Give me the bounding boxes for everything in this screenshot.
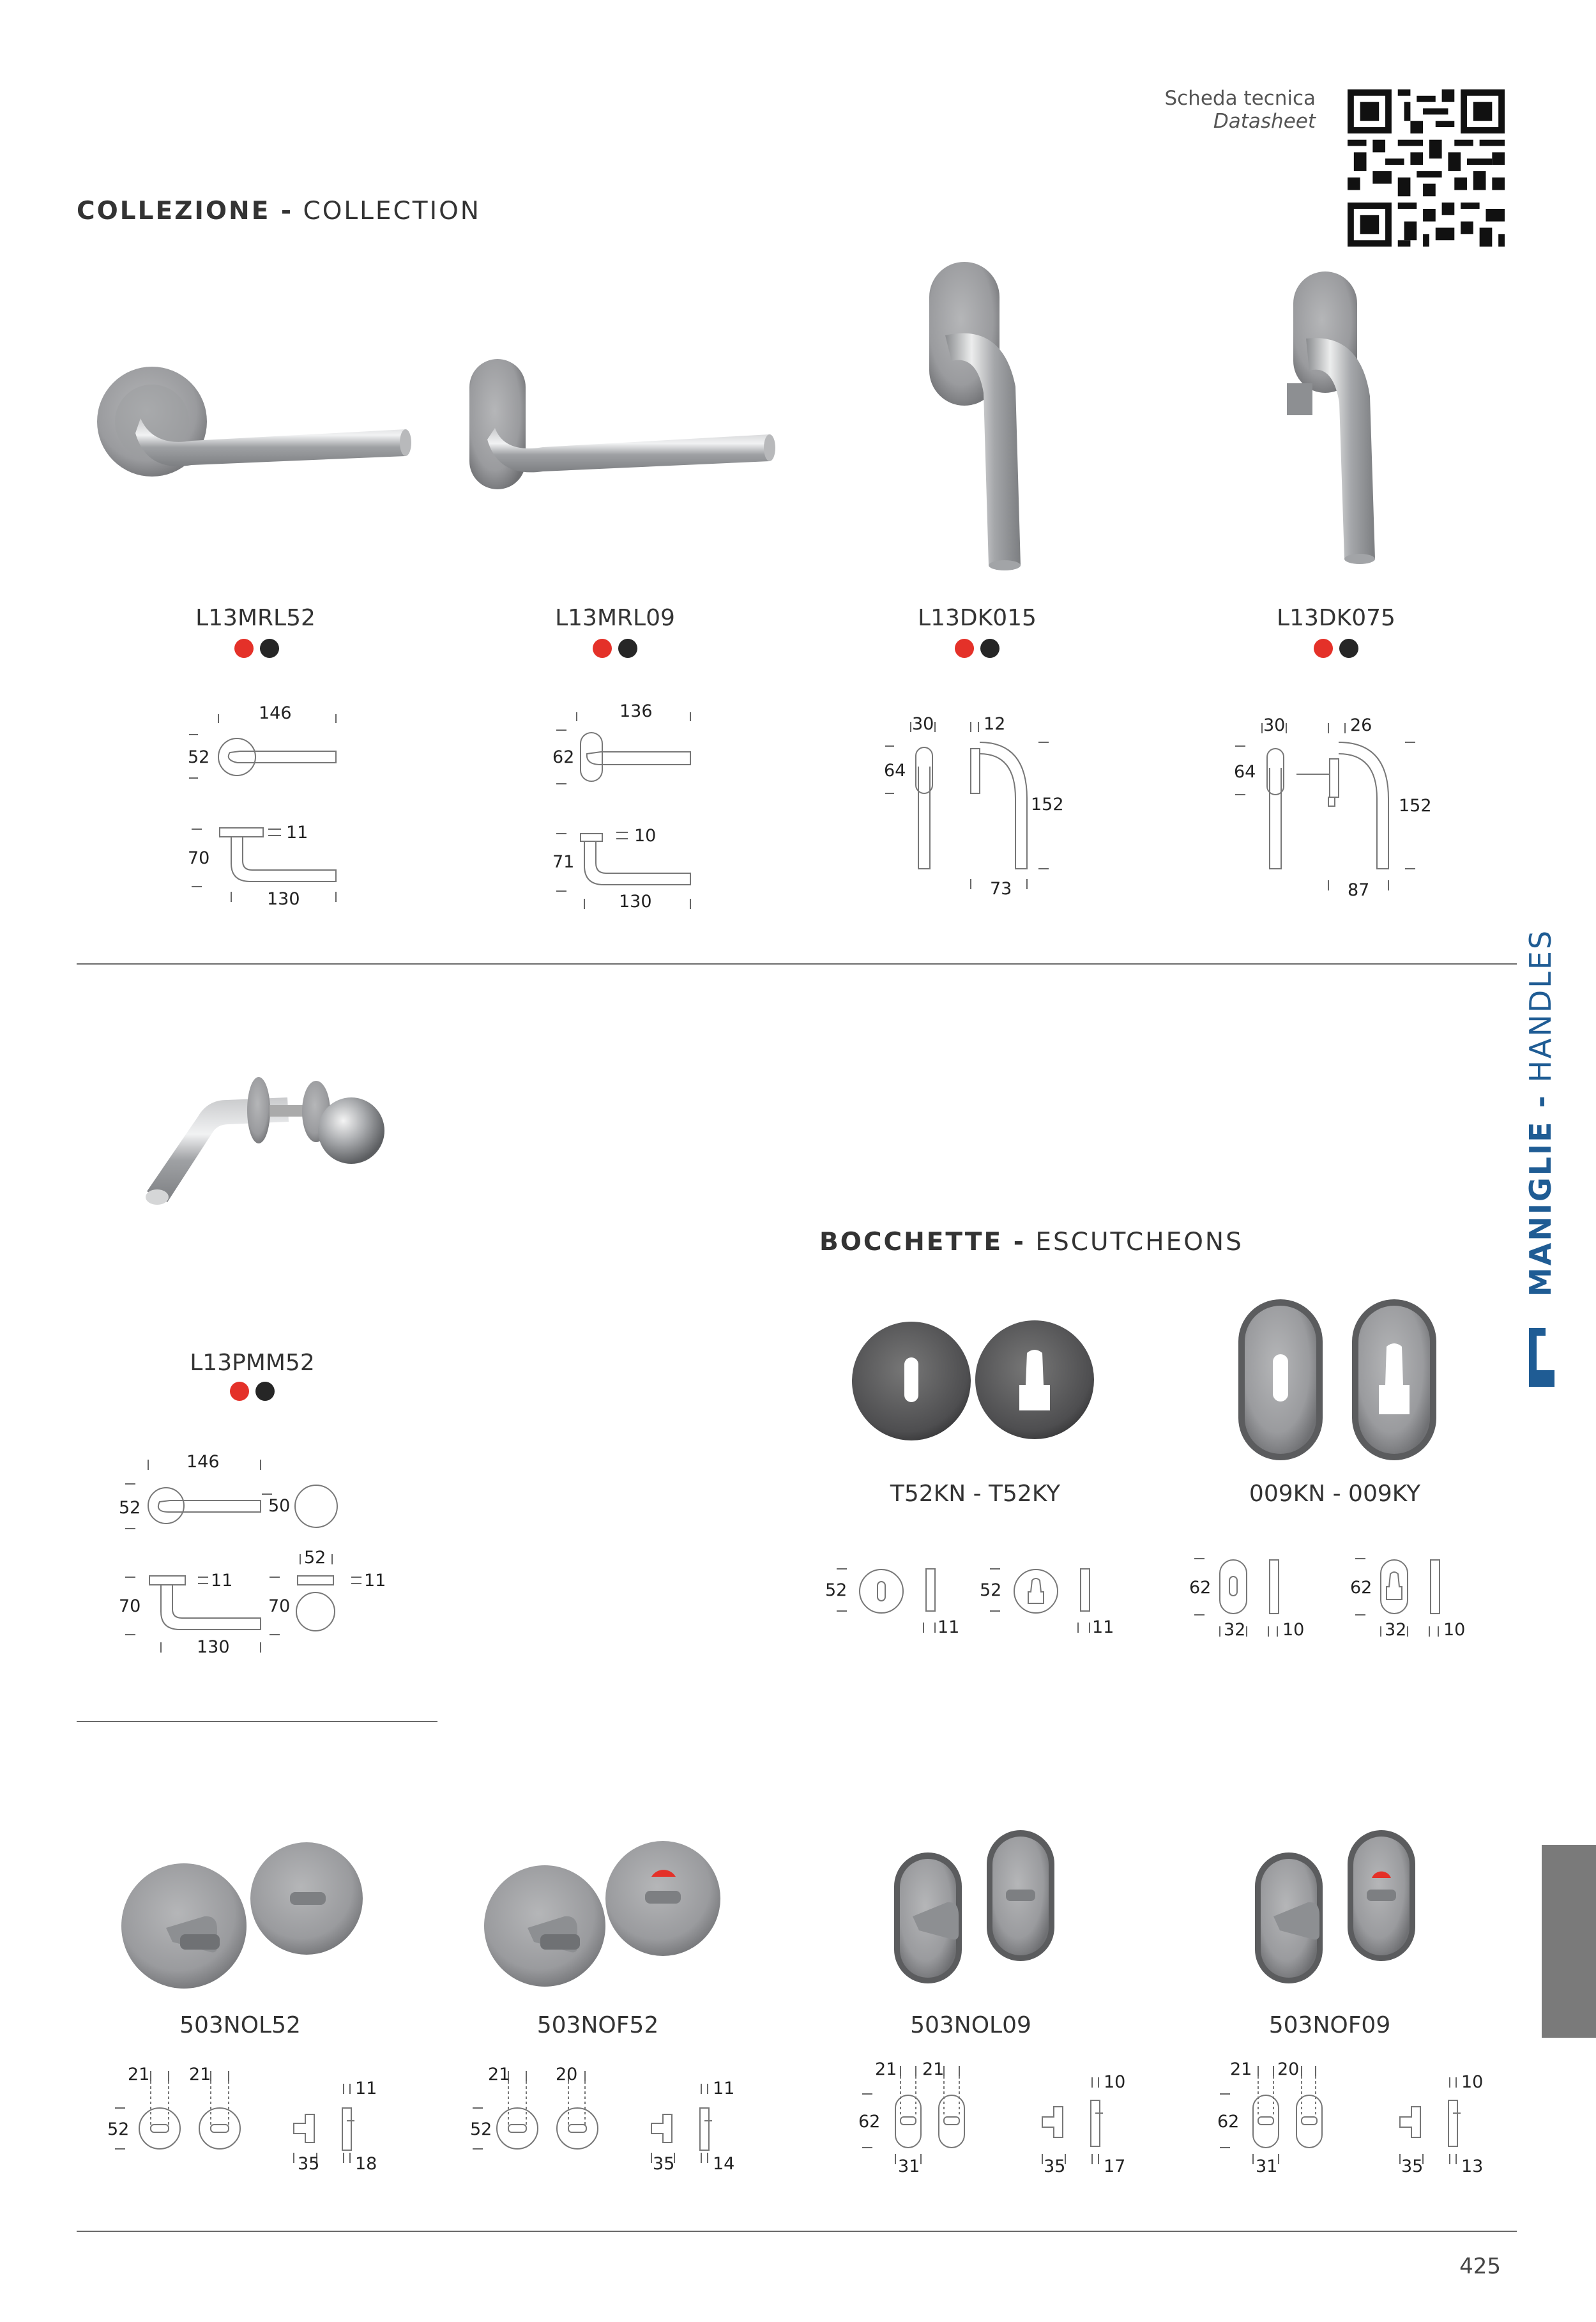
dim-label: 21 [488,2065,510,2084]
dim-label: 35 [653,2154,675,2174]
finish-swatches [952,639,1003,661]
qr-code-icon[interactable] [1346,89,1506,247]
brand-logo-icon [1526,1325,1558,1389]
side-section-text [1523,929,1558,1297]
dim-label: 152 [1399,796,1432,816]
dim-label: 50 [268,1496,291,1516]
handle-code: L13DK075 [1277,605,1395,631]
dim-label: 70 [119,1596,141,1616]
side-title-en: HANDLES [1523,928,1558,1094]
dim-label: 11 [355,2079,377,2098]
dim-label: 52 [304,1548,326,1568]
finish-black-swatch[interactable] [618,639,637,658]
handle-code: L13MRL52 [195,605,315,631]
escutcheon-009-photo [1236,1297,1447,1463]
dim-label: 21 [922,2059,945,2079]
wc-503nof09-photo [1252,1827,1424,1987]
dim-label: 52 [980,1580,1002,1600]
finish-black-swatch[interactable] [260,639,279,658]
finish-swatches [1311,639,1362,661]
finish-red-swatch[interactable] [1314,639,1333,658]
handle-l13mrl52-photo [96,358,415,485]
dimension-drawing-503nol52 [102,2057,396,2185]
wc-503nol52-photo [121,1840,370,1993]
escutcheons-heading-it: BOCCHETTE - [819,1228,1026,1256]
dim-label: 10 [1443,1620,1466,1640]
escutcheon-code: T52KN - T52KY [890,1481,1061,1507]
finish-black-swatch[interactable] [980,639,999,658]
dim-label: 70 [268,1596,291,1616]
handle-l13mrl09-photo [469,358,776,492]
dim-label: 71 [552,852,575,872]
dim-label: 11 [713,2079,735,2098]
escutcheons-heading [819,1228,1243,1256]
dim-label: 10 [1282,1620,1305,1640]
dim-label: 87 [1348,880,1370,900]
dim-label: 11 [364,1571,386,1591]
dim-label: 62 [1189,1578,1212,1598]
dim-label: 32 [1385,1620,1407,1640]
finish-black-swatch[interactable] [1339,639,1358,658]
dimension-drawing-l13pmm52 [115,1447,386,1664]
dim-label: 30 [1263,715,1286,735]
dim-label: 35 [1044,2157,1066,2176]
escutcheon-t52-photo [849,1316,1105,1444]
dim-label: 52 [107,2120,130,2139]
escutcheon-code: 009KN - 009KY [1249,1481,1421,1507]
wc-503nol09-photo [891,1827,1063,1987]
collection-heading-en: COLLECTION [293,197,481,225]
dim-label: 31 [898,2157,920,2176]
dim-label: 52 [470,2120,492,2139]
dim-label: 73 [990,879,1012,899]
dim-label: 152 [1031,795,1064,814]
dimension-drawing-l13dk075 [1233,709,1443,913]
collection-heading-it: COLLEZIONE - [77,197,294,225]
dim-label: 17 [1104,2157,1126,2176]
dim-label: 10 [634,826,657,846]
dim-label: 11 [211,1571,233,1591]
wc-code: 503NOF09 [1268,2012,1391,2038]
handle-l13dk075-photo [1281,268,1402,569]
handle-code: L13MRL09 [555,605,675,631]
dim-label: 62 [1217,2112,1240,2132]
dim-label: 20 [1277,2059,1300,2079]
finish-red-swatch[interactable] [234,639,254,658]
dim-label: 12 [984,714,1006,734]
finish-swatches [589,639,641,661]
side-tab-marker[interactable] [1542,1845,1596,2038]
dim-label: 21 [875,2059,897,2079]
dim-label: 26 [1350,715,1372,735]
dim-label: 64 [884,761,906,781]
section-divider-short [77,1721,437,1722]
finish-swatches [227,1382,278,1404]
dim-label: 10 [1104,2072,1126,2092]
handle-l13dk015-photo [926,259,1047,572]
dim-label: 31 [1256,2157,1278,2176]
finish-red-swatch[interactable] [955,639,974,658]
dim-label: 136 [619,701,653,721]
dimension-drawing-503nof52 [460,2057,754,2185]
wc-code: 503NOL52 [179,2012,301,2038]
wc-503nof52-photo [484,1840,727,1993]
dim-label: 11 [286,823,308,843]
dim-label: 20 [556,2065,578,2084]
finish-black-swatch[interactable] [255,1382,275,1401]
dimension-drawing-t52 [824,1552,1130,1661]
dimension-drawing-l13mrl09 [540,693,718,923]
footer-divider [77,2231,1517,2232]
dim-label: 70 [188,848,210,868]
dim-label: 10 [1461,2072,1484,2092]
dim-label: 35 [1401,2157,1424,2176]
dim-label: 14 [713,2154,735,2174]
handle-l13pmm52-photo [128,1060,390,1207]
dim-label: 13 [1461,2157,1484,2176]
dim-label: 130 [197,1637,230,1657]
dim-label: 30 [912,714,934,734]
side-title-it: MANIGLIE - [1523,1094,1558,1297]
page-number: 425 [1459,2254,1501,2279]
datasheet-it: Scheda tecnica [1164,87,1316,110]
finish-red-swatch[interactable] [593,639,612,658]
dimension-drawing-503nol09 [849,2051,1150,2185]
dimension-drawing-503nof09 [1207,2051,1507,2185]
dimension-drawing-009 [1182,1546,1501,1661]
collection-heading [77,197,481,225]
dimension-drawing-l13mrl52 [179,696,358,920]
dim-label: 62 [858,2112,881,2132]
dimension-drawing-l13dk015 [875,709,1086,913]
dim-label: 21 [128,2065,150,2084]
dim-label: 64 [1234,762,1256,782]
handle-code: L13DK015 [918,605,1037,631]
wc-code: 503NOF52 [536,2012,659,2038]
wc-code: 503NOL09 [910,2012,1031,2038]
dim-label: 18 [355,2154,377,2174]
escutcheons-heading-en: ESCUTCHEONS [1025,1228,1243,1256]
dim-label: 52 [188,747,210,767]
dim-label: 52 [119,1498,141,1518]
dim-label: 130 [267,889,300,909]
side-section-label [1523,926,1568,1310]
datasheet-label [1047,87,1316,133]
finish-red-swatch[interactable] [230,1382,249,1401]
dim-label: 35 [298,2154,320,2174]
datasheet-en: Datasheet [1213,110,1316,133]
dim-label: 21 [189,2065,211,2084]
dim-label: 146 [259,703,292,723]
dim-label: 11 [1092,1617,1114,1637]
dim-label: 52 [825,1580,847,1600]
dim-label: 62 [1350,1578,1372,1598]
dim-label: 146 [186,1452,220,1472]
dim-label: 62 [552,747,575,767]
dim-label: 32 [1224,1620,1246,1640]
dim-label: 11 [938,1617,960,1637]
section-divider [77,963,1517,965]
handle-code: L13PMM52 [190,1350,315,1376]
finish-swatches [231,639,282,661]
dim-label: 130 [619,892,652,912]
dim-label: 21 [1230,2059,1252,2079]
